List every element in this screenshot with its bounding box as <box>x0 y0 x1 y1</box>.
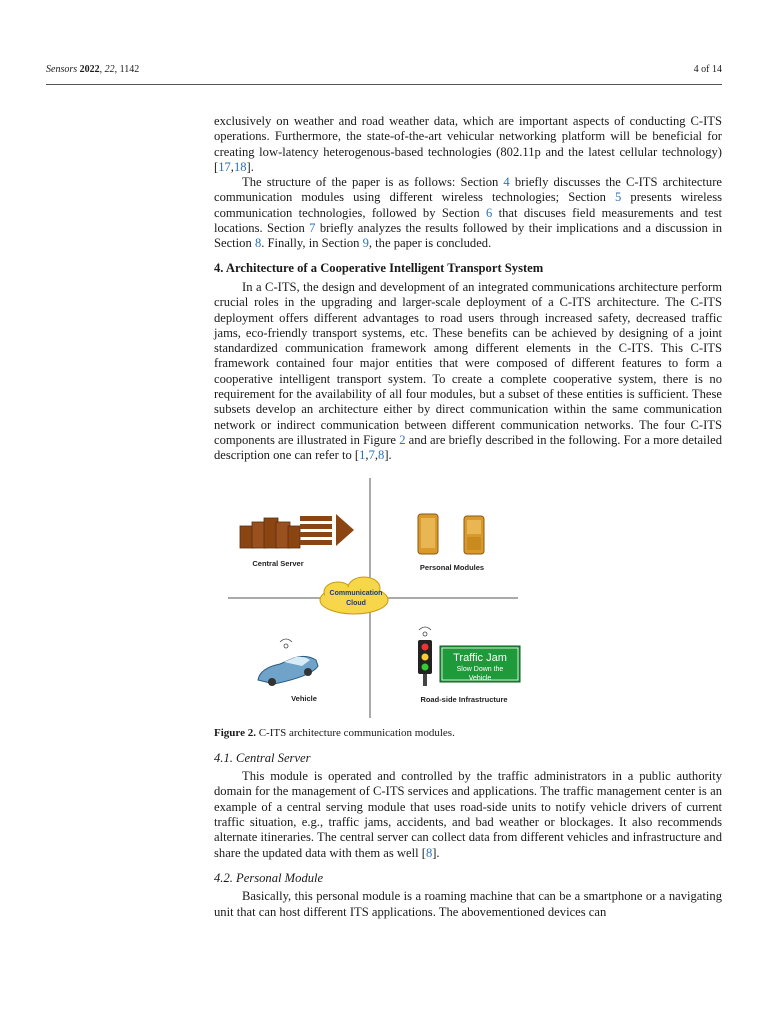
citation-link[interactable]: 8 <box>378 448 385 463</box>
text: briefly analyzes the results followed by their implications and a discussion in Section <box>214 221 722 251</box>
cloud-label-line1: Communication <box>329 589 383 597</box>
handheld-device-icon <box>464 516 484 554</box>
main-content <box>214 114 722 920</box>
section-link[interactable]: 5 <box>615 190 622 205</box>
page-number: 4 of 14 <box>693 64 722 75</box>
sign-line1: Slow Down the <box>456 665 504 673</box>
caption-text: C-ITS architecture communication modules. <box>255 726 455 739</box>
section-link[interactable]: 6 <box>486 205 493 220</box>
subsection-heading: 4.1. Central Server <box>214 750 311 765</box>
text: presents wireless communication technologies, followed by Section <box>214 190 722 220</box>
citation-link[interactable]: 1 <box>359 448 366 463</box>
intro-paragraph-2 <box>214 175 722 251</box>
section-link[interactable]: 4 <box>503 175 510 190</box>
cloud-label-line2: Cloud <box>346 599 366 607</box>
architecture-diagram <box>214 474 722 720</box>
text: ]. <box>432 845 440 860</box>
citation-link[interactable]: 17 <box>218 159 231 174</box>
section-heading: 4. Architecture of a Cooperative Intelligent Transport System <box>214 260 544 275</box>
text: and are briefly described in the following. For a more detailed description one can refer to [ <box>214 432 722 463</box>
intro-p1-end: ]. <box>246 159 254 174</box>
section-link[interactable]: 9 <box>362 236 369 251</box>
citation-link[interactable]: 18 <box>233 159 247 174</box>
phone-icon <box>418 514 438 554</box>
journal-year: 2022 <box>79 64 100 75</box>
text: . Finally, in Section <box>261 236 363 251</box>
intro-p1-text: exclusively on weather and road weather data, which are important aspects of conducting C-ITS operations. Furthermore, the state-of-the-art vehicular networking platform will be beneficial for creating low-latency heterogenous-based technologies (802.11p and the latest cellular technology) [ <box>214 114 722 174</box>
text: This module is operated and controlled by the traffic administrators in a public authority domain for the management of C-ITS services and applications. The traffic management center is an example of a central serving module that uses road-side units to notify vehicle drivers of current traffic situation, e.g., traffic jams, accidents, and bad weather or blockages. It also recommends alternate itineraries. The central server can collect data from different vehicles and infrastructure and share the updated data with them as well [ <box>214 769 722 860</box>
page-header <box>46 64 722 80</box>
text: that discuses field measurements and test locations. Section <box>214 205 722 236</box>
section4-paragraph: In a C-ITS, the design and development of an integrated communications architecture perform crucial roles in the upgrading and larger-scale deployment of a C-ITS architecture. The C-ITS deployment offers different advantages to road users through increased safety, decreased traffic jams, eco-friendly transport systems, etc. These benefits can be achieved by designing of a joint standardized communication framework among different elements in the C-ITS. This C-ITS framework contained four major entities that were composed of different features to form a cooperative intelligent transport system. To create a complete cooperative system, there is no requirement for the availability of all four modules, but a subset of these entities is sufficient. These subsets develop an architecture either by direct communication within the same communication network or indirect communication between different communication networks. The four C-ITS components are illustrated in Figure 2 and are briefly described in the following. For a more detailed description one can refer to [1,7,8]. <box>214 279 722 463</box>
car-icon <box>258 639 318 686</box>
header-rule <box>46 84 722 85</box>
figure-caption <box>214 726 722 741</box>
intro-paragraph-1: exclusively on weather and road weather data, which are important aspects of conducting C-ITS operations. Furthermore, the state-of-the-art vehicular networking platform will be beneficial for creating low-latency heterogenous-based technologies (802.11p and the latest cellular technology) [17,18]. <box>214 114 722 174</box>
traffic-light-icon <box>418 627 432 686</box>
figure-2 <box>214 474 722 720</box>
subsection-4-1-paragraph <box>214 769 722 861</box>
personal-modules-label: Personal Modules <box>419 562 485 572</box>
text: The structure of the paper is as follows: Section <box>242 175 504 190</box>
citation-link[interactable]: 7 <box>368 448 375 463</box>
text: ]. <box>384 448 392 463</box>
roadside-label: Road-side Infrastructure <box>420 694 508 704</box>
section-link[interactable]: 8 <box>254 236 262 251</box>
sign-title: Traffic Jam <box>453 651 507 664</box>
server-icon <box>240 514 354 548</box>
text: briefly discusses the C-ITS architecture communication modules using different wireless technologies; Section <box>214 175 723 205</box>
section-link[interactable]: 7 <box>309 221 316 236</box>
citation-link[interactable]: 8 <box>425 845 433 860</box>
text: In a C-ITS, the design and development of an integrated communications architecture perform crucial roles in the upgrading and larger-scale deployment of a C-ITS architecture. The C-ITS deployment offers different advantages to road users through increased safety, decreased traffic jams, eco-friendly transport systems, etc. These benefits can be achieved by designing of a joint standardized communication framework among different elements in the C-ITS. This C-ITS framework contained four major entities that were composed of different features to form a cooperative intelligent transport system. To create a complete cooperative system, there is no requirement for the availability of all four modules, but a subset of these entities is sufficient. These subsets develop an architecture either by direct communication within the same communication network or indirect communication between different communication networks. The four C-ITS components are illustrated in Figure <box>214 279 722 447</box>
article-number: 1142 <box>119 64 140 75</box>
central-server-label: Central Server <box>252 558 304 568</box>
journal-name: Sensors <box>46 64 78 75</box>
caption-label: Figure 2. <box>214 726 256 739</box>
text: , the paper is concluded. <box>368 236 492 251</box>
subsection-4-2-paragraph: Basically, this personal module is a roaming machine that can be a smartphone or a navigating unit that can host different ITS applications. The abovementioned devices can <box>214 889 722 919</box>
sign-line2: Vehicle <box>468 674 492 682</box>
journal-citation: Sensors 2022, 22, 1142 <box>46 64 140 75</box>
journal-volume: 22 <box>104 64 115 75</box>
figure-link[interactable]: 2 <box>399 432 406 447</box>
vehicle-label: Vehicle <box>291 693 317 703</box>
subsection-heading: 4.2. Personal Module <box>214 870 324 885</box>
